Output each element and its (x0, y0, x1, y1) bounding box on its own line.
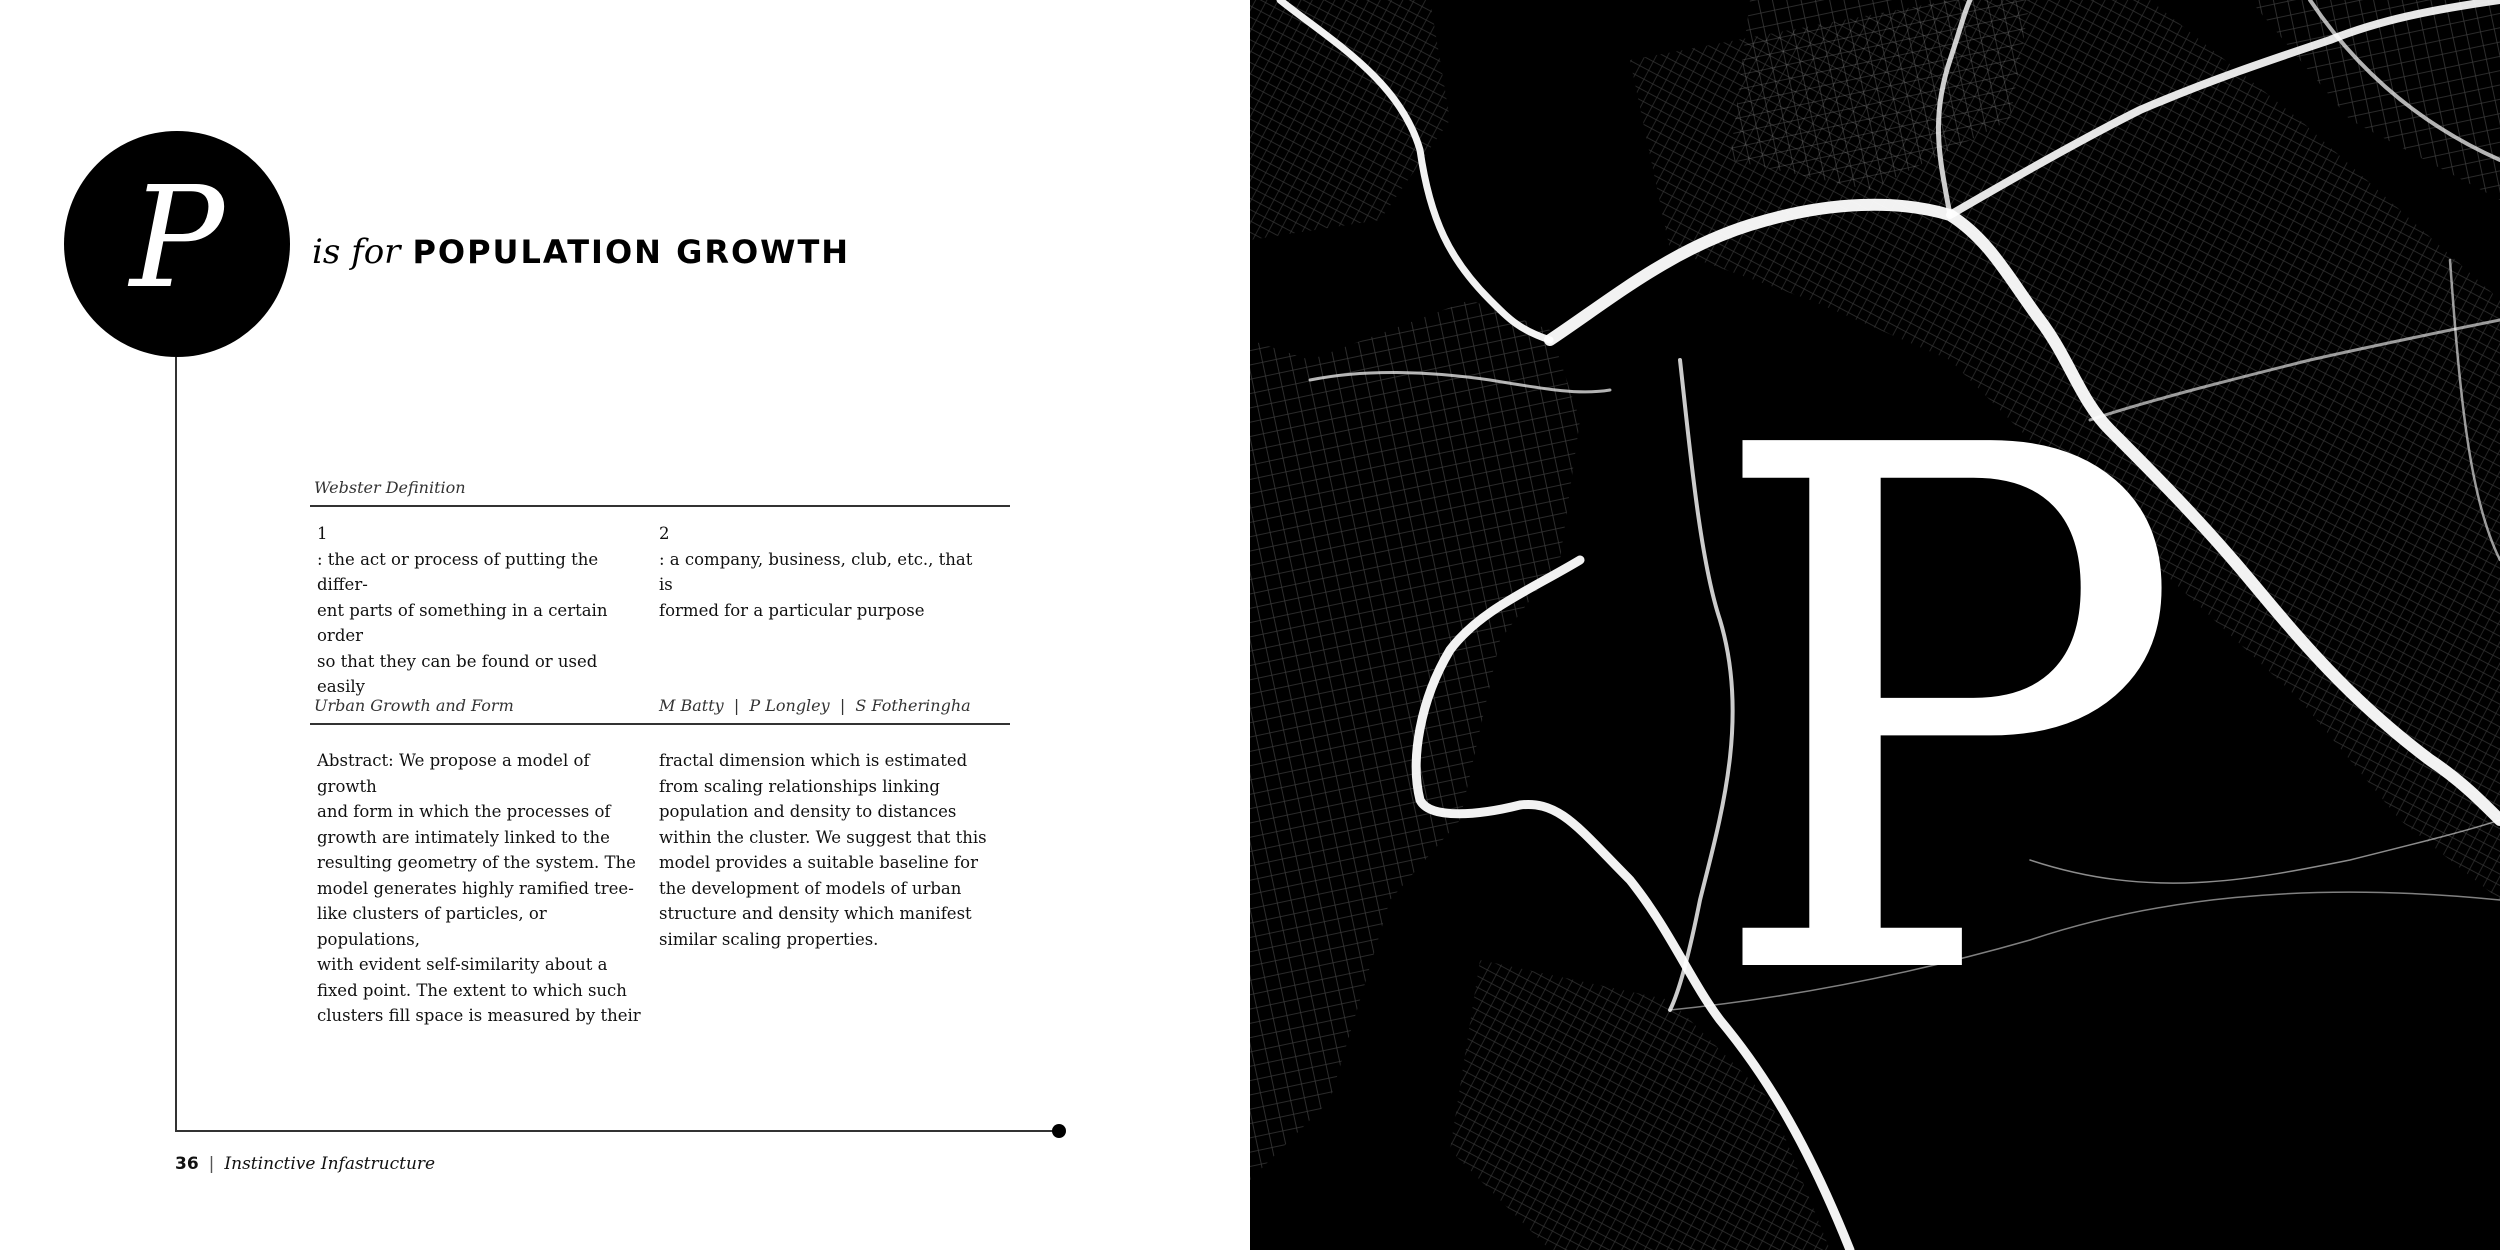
abstract-line: fractal dimension which is estimated (659, 751, 968, 770)
definition-1-number: 1 (317, 524, 328, 543)
abstract-line: within the cluster. We suggest that this (659, 827, 987, 847)
abstract-line: population and density to distances (659, 802, 957, 821)
webster-rule (310, 505, 1010, 507)
overlay-letter: P (1702, 297, 2188, 1135)
abstract-line: model generates highly ramified tree- (317, 878, 634, 898)
badge-letter: P (129, 157, 225, 320)
timeline-horizontal-rule (175, 1130, 1059, 1132)
page-footer (175, 1154, 435, 1174)
title-main: POPULATION GROWTH (412, 233, 851, 271)
abstract-column-1 (317, 748, 647, 1029)
abstract-line: from scaling relationships linking (659, 776, 940, 796)
definition-1-line: : the act or process of putting the differ- (317, 549, 599, 594)
paper-title: Urban Growth and Form (314, 696, 514, 715)
abstract-line: model provides a suitable baseline for (659, 853, 978, 872)
paper-rule (310, 723, 1010, 725)
abstract-column-2 (659, 748, 989, 952)
abstract-line: the development of models of urban (659, 878, 962, 898)
abstract-line: Abstract: We propose a model of growth (317, 751, 590, 796)
paper-authors: M Batty | P Longley | S Fotheringha (659, 696, 971, 715)
webster-label: Webster Definition (314, 478, 466, 497)
street-map-image (1250, 0, 2500, 1250)
page-title (312, 232, 850, 272)
definition-1 (317, 521, 647, 700)
abstract-line: fixed point. The extent to which such (317, 980, 627, 1000)
definition-1-line: so that they can be found or used easily (317, 651, 598, 696)
abstract-line: clusters fill space is measured by their (317, 1006, 641, 1025)
abstract-line: and form in which the processes of (317, 802, 611, 821)
definition-2-line: formed for a particular purpose (659, 600, 925, 620)
definition-1-line: ent parts of something in a certain order (317, 600, 608, 645)
timeline-end-dot (1052, 1124, 1066, 1138)
abstract-line: structure and density which manifest (659, 904, 972, 923)
abstract-line: growth are intimately linked to the (317, 827, 610, 847)
definition-2-number: 2 (659, 524, 670, 543)
abstract-line: with evident self-similarity about a (317, 955, 608, 974)
definition-2-line: : a company, business, club, etc., that is (659, 549, 973, 594)
timeline-vertical-rule (175, 357, 177, 1132)
abstract-line: similar scaling properties. (659, 929, 879, 949)
footer-separator: | (208, 1154, 215, 1174)
page-number: 36 (175, 1154, 199, 1174)
letter-badge (64, 131, 290, 357)
definition-2 (659, 521, 989, 623)
map-page (1250, 0, 2500, 1250)
abstract-line: resulting geometry of the system. The (317, 853, 636, 872)
publication-title: Instinctive Infastructure (224, 1154, 436, 1174)
title-prefix: is for (312, 232, 401, 272)
abstract-line: like clusters of particles, or populations, (317, 904, 547, 949)
